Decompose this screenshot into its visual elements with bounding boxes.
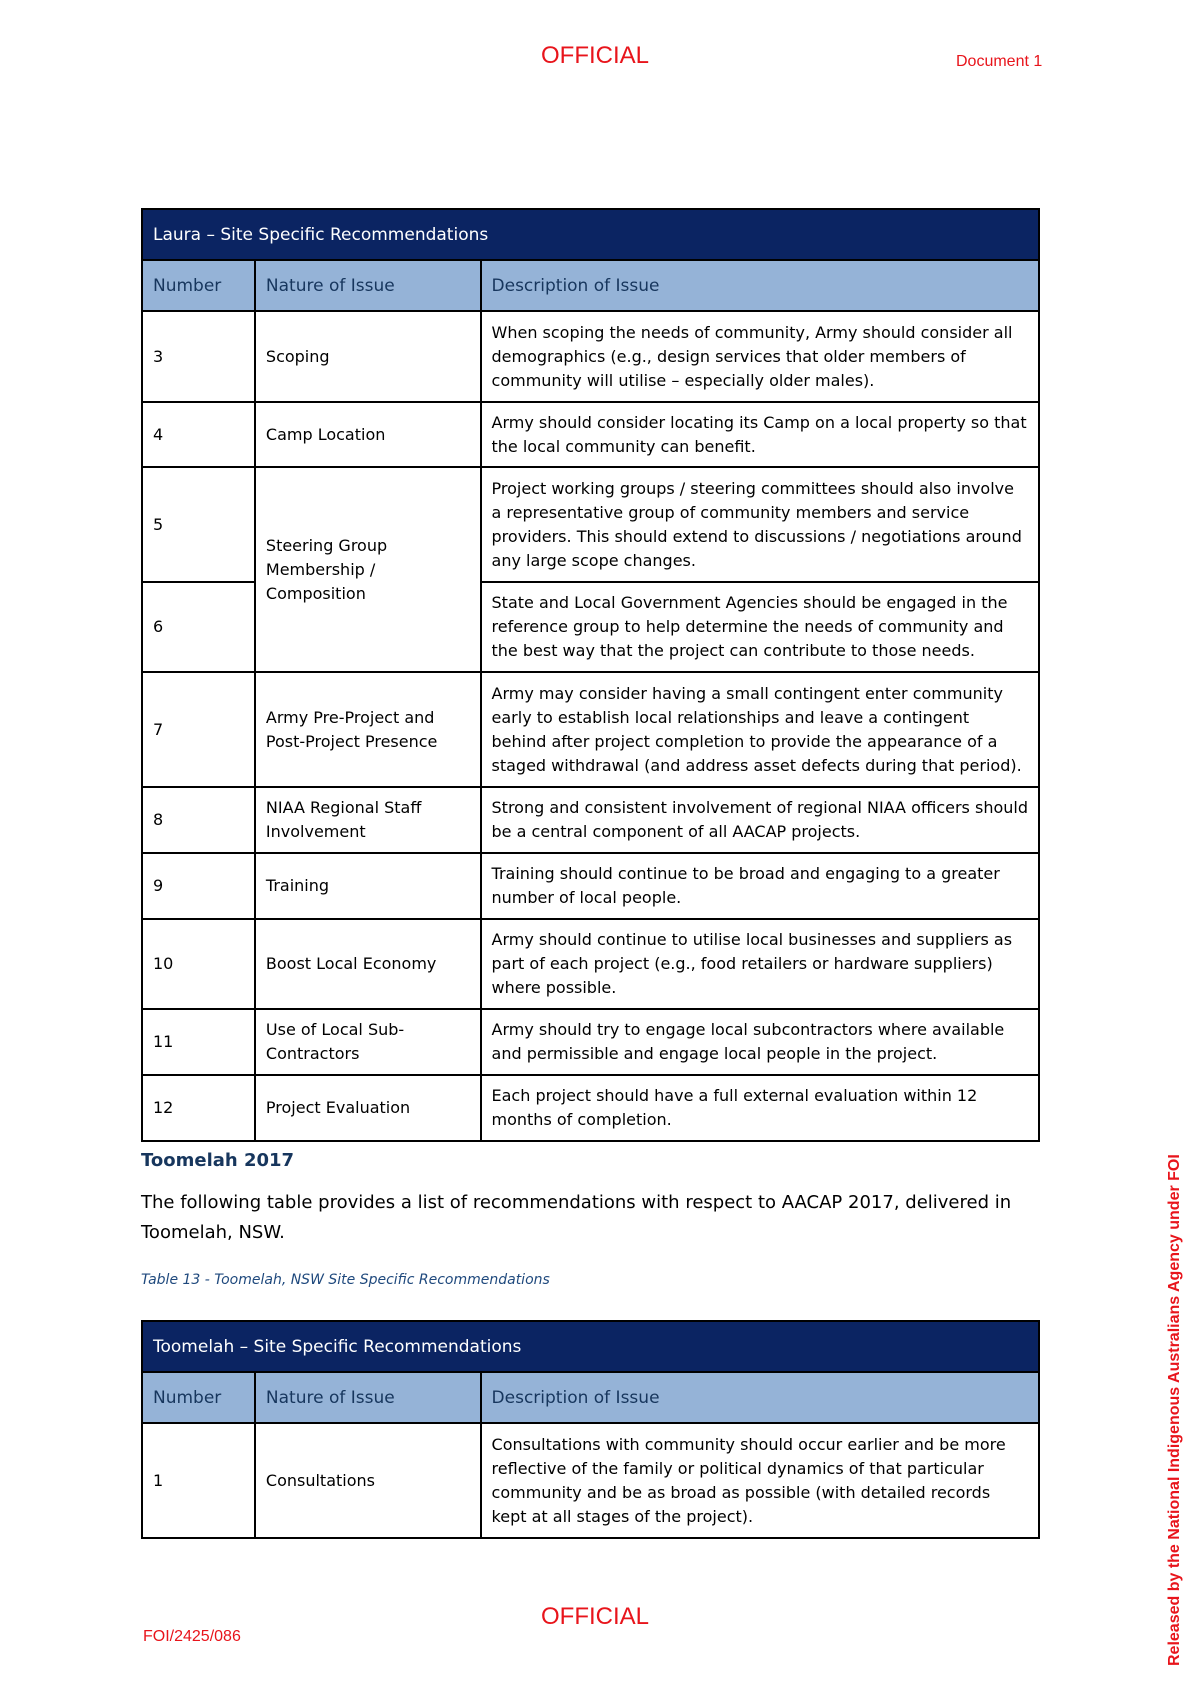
row-description: When scoping the needs of community, Army should consider all demographics (e.g., design services that older members of community will utilise – especially older males). xyxy=(481,311,1039,402)
row-nature: NIAA Regional Staff Involvement xyxy=(255,787,481,853)
table-row xyxy=(142,787,1039,853)
row-number: 9 xyxy=(142,853,255,919)
table-row xyxy=(142,1423,1039,1538)
toomelah-recommendations-table xyxy=(141,1320,1040,1539)
column-header-description: Description of Issue xyxy=(481,260,1039,311)
row-number: 7 xyxy=(142,672,255,787)
table-header-row xyxy=(142,1372,1039,1423)
row-number: 1 xyxy=(142,1423,255,1538)
row-number: 3 xyxy=(142,311,255,402)
foi-reference: FOI/2425/086 xyxy=(143,1628,241,1645)
column-header-nature: Nature of Issue xyxy=(255,1372,481,1423)
row-description: Strong and consistent involvement of regional NIAA officers should be a central component of all AACAP projects. xyxy=(481,787,1039,853)
table-row xyxy=(142,402,1039,467)
row-nature: Consultations xyxy=(255,1423,481,1538)
row-nature: Boost Local Economy xyxy=(255,919,481,1009)
row-number: 12 xyxy=(142,1075,255,1141)
table-header-row xyxy=(142,260,1039,311)
row-description: State and Local Government Agencies should be engaged in the reference group to help determine the needs of community and the best way that the project can contribute to those needs. xyxy=(481,582,1039,672)
row-description: Army should consider locating its Camp on a local property so that the local community can benefit. xyxy=(481,402,1039,467)
section-heading: Toomelah 2017 xyxy=(141,1150,295,1171)
table-caption: Table 13 - Toomelah, NSW Site Specific Recommendations xyxy=(141,1272,550,1288)
row-description: Consultations with community should occur earlier and be more reflective of the family or political dynamics of that particular community and be as broad as possible (with detailed records kept at all stages of the project). xyxy=(481,1423,1039,1538)
row-nature: Scoping xyxy=(255,311,481,402)
row-number: 10 xyxy=(142,919,255,1009)
row-nature: Use of Local Sub-Contractors xyxy=(255,1009,481,1075)
row-number: 4 xyxy=(142,402,255,467)
table-row xyxy=(142,672,1039,787)
row-nature: Army Pre-Project and Post-Project Presence xyxy=(255,672,481,787)
table-title-row xyxy=(142,209,1039,260)
row-number: 6 xyxy=(142,582,255,672)
row-nature: Camp Location xyxy=(255,402,481,467)
table-row xyxy=(142,919,1039,1009)
section-intro: The following table provides a list of recommendations with respect to AACAP 2017, delivered in Toomelah, NSW. xyxy=(141,1192,1012,1243)
column-header-number: Number xyxy=(142,1372,255,1423)
row-description: Project working groups / steering committees should also involve a representative group of community members and service providers. This should extend to discussions / negotiations around any large scope changes. xyxy=(481,467,1039,582)
row-number: 8 xyxy=(142,787,255,853)
table-row xyxy=(142,311,1039,402)
table-title: Toomelah – Site Specific Recommendations xyxy=(142,1321,1039,1372)
row-number: 11 xyxy=(142,1009,255,1075)
row-description: Training should continue to be broad and engaging to a greater number of local people. xyxy=(481,853,1039,919)
row-description: Army should continue to utilise local businesses and suppliers as part of each project (e.g., food retailers or hardware suppliers) where possible. xyxy=(481,919,1039,1009)
table-title-row xyxy=(142,1321,1039,1372)
row-description: Army should try to engage local subcontractors where available and permissible and engage local people in the project. xyxy=(481,1009,1039,1075)
row-nature: Steering Group Membership / Composition xyxy=(255,467,481,672)
table-row xyxy=(142,853,1039,919)
laura-recommendations-table xyxy=(141,208,1040,1142)
column-header-number: Number xyxy=(142,260,255,311)
column-header-description: Description of Issue xyxy=(481,1372,1039,1423)
row-number: 5 xyxy=(142,467,255,582)
table-row xyxy=(142,1009,1039,1075)
table-row xyxy=(142,1075,1039,1141)
footer-classification: OFFICIAL xyxy=(540,1603,649,1630)
release-notice: Released by the National Indigenous Australians Agency under FOI xyxy=(1166,1154,1183,1666)
row-nature: Project Evaluation xyxy=(255,1075,481,1141)
row-description: Army may consider having a small contingent enter community early to establish local relationships and leave a contingent behind after project completion to provide the appearance of a staged withdrawal (and address asset defects during that period). xyxy=(481,672,1039,787)
document-label: Document 1 xyxy=(956,53,1043,70)
row-description: Each project should have a full external evaluation within 12 months of completion. xyxy=(481,1075,1039,1141)
row-nature: Training xyxy=(255,853,481,919)
header-classification: OFFICIAL xyxy=(540,42,649,69)
column-header-nature: Nature of Issue xyxy=(255,260,481,311)
table-row xyxy=(142,467,1039,582)
table-title: Laura – Site Specific Recommendations xyxy=(142,209,1039,260)
